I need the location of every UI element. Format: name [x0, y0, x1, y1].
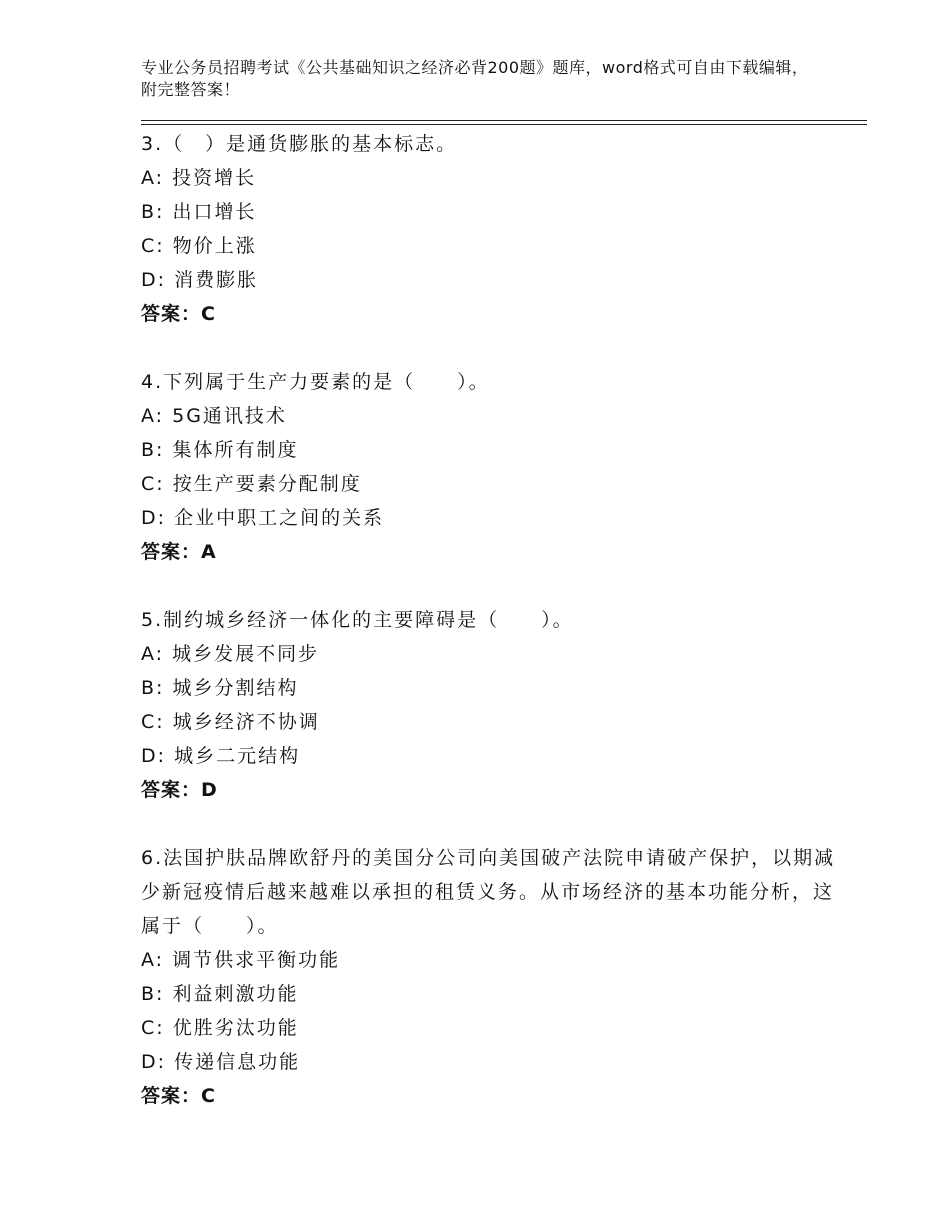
option-a: A: 投资增长 — [141, 167, 257, 189]
question-6 — [141, 841, 841, 1113]
option-c: C: 优胜劣汰功能 — [141, 1017, 299, 1039]
option-d: D: 城乡二元结构 — [141, 745, 301, 767]
answer: 答案：D — [141, 779, 218, 801]
option-d: D: 企业中职工之间的关系 — [141, 507, 385, 529]
question-5 — [141, 603, 841, 807]
answer: 答案：A — [141, 541, 217, 563]
option-c: C: 城乡经济不协调 — [141, 711, 320, 733]
option-d: D: 消费膨胀 — [141, 269, 259, 291]
option-a: A: 调节供求平衡功能 — [141, 949, 341, 971]
question-stem: 4.下列属于生产力要素的是（ ）。 — [141, 371, 490, 393]
option-a: A: 5G通讯技术 — [141, 405, 287, 427]
question-list — [141, 127, 841, 1147]
header-divider-top — [141, 120, 867, 121]
question-stem: 5.制约城乡经济一体化的主要障碍是（ ）。 — [141, 609, 574, 631]
option-d: D: 传递信息功能 — [141, 1051, 301, 1073]
question-3 — [141, 127, 841, 331]
question-4 — [141, 365, 841, 569]
answer: 答案：C — [141, 1085, 216, 1107]
option-c: C: 物价上涨 — [141, 235, 257, 257]
header-divider-bottom — [141, 124, 867, 125]
option-b: B: 城乡分割结构 — [141, 677, 299, 699]
document-header: 专业公务员招聘考试《公共基础知识之经济必背200题》题库，word格式可自由下载编辑，附完整答案！ — [141, 58, 809, 99]
option-b: B: 利益刺激功能 — [141, 983, 299, 1005]
option-a: A: 城乡发展不同步 — [141, 643, 320, 665]
option-b: B: 出口增长 — [141, 201, 257, 223]
question-stem: 3.（ ）是通货膨胀的基本标志。 — [141, 133, 458, 155]
question-stem: 6.法国护肤品牌欧舒丹的美国分公司向美国破产法院申请破产保护，以期减少新冠疫情后越来越难以承担的租赁义务。从市场经济的基本功能分析，这属于（ ）。 — [141, 847, 836, 937]
answer: 答案：C — [141, 303, 216, 325]
option-c: C: 按生产要素分配制度 — [141, 473, 362, 495]
option-b: B: 集体所有制度 — [141, 439, 299, 461]
